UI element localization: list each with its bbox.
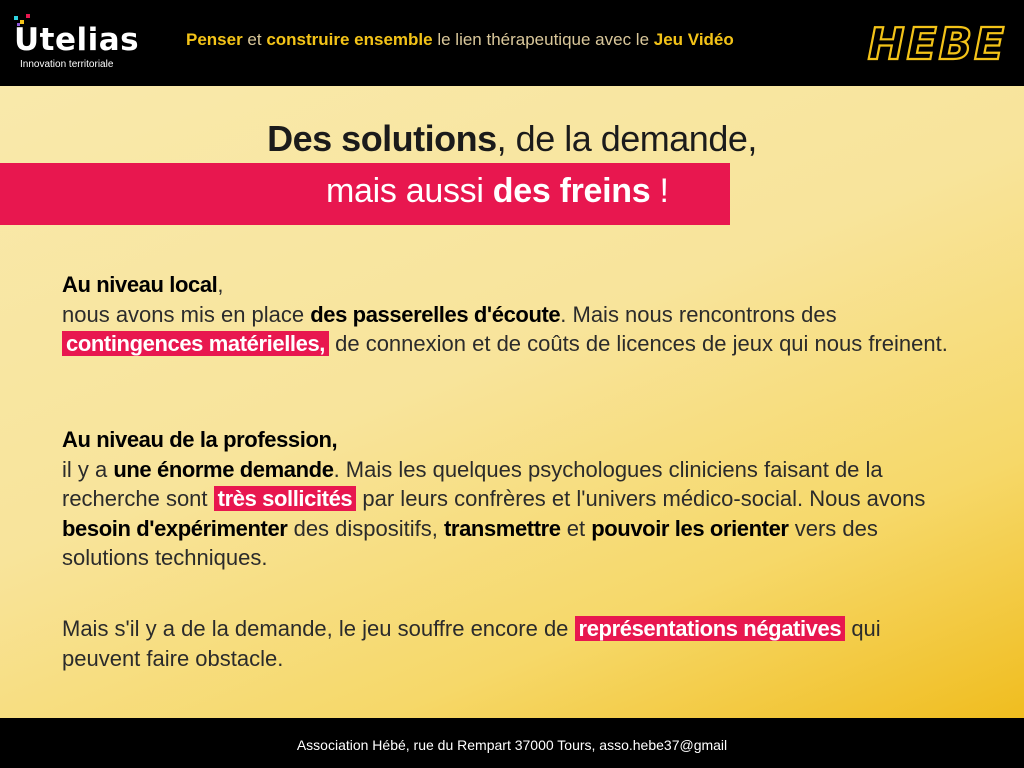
svg-text:HEBE: HEBE: [867, 19, 1007, 70]
highlight-sollicites: très sollicités: [214, 486, 357, 511]
footer-address: Association Hébé, rue du Rempart 37000 Tours, asso.hebe37@gmail: [296, 737, 728, 753]
heading-profession: Au niveau de la profession,: [62, 427, 338, 452]
highlight-contingences: contingences matérielles,: [62, 331, 329, 356]
paragraph-profession: Au niveau de la profession, il y a une énorme demande. Mais les quelques psychologues cliniciens faisant de la recherche sont très sollicités par leurs confrères et l'univers médico-social. Nous avons besoin d'expérimenter des dispositifs, transmettre et pouvoir les orienter vers des solutions techniques.: [62, 427, 926, 570]
header-bar: [0, 0, 1024, 86]
slide-title-line1: Des solutions, de la demande,: [267, 118, 757, 159]
footer-bar: [0, 718, 1024, 768]
slide-title-line2: mais aussi des freins !: [326, 172, 669, 210]
logo-name: Utelias: [14, 22, 140, 58]
paragraph-closing: Mais s'il y a de la demande, le jeu souffre encore de représentations négatives qui peuvent faire obstacle.: [62, 616, 881, 671]
hebe-logo: [864, 18, 1010, 70]
logo-subtitle: Innovation territoriale: [20, 59, 114, 70]
header-tagline: Penser et construire ensemble le lien thérapeutique avec le Jeu Vidéo: [186, 30, 734, 49]
paragraph-local: Au niveau local, nous avons mis en place des passerelles d'écoute. Mais nous rencontrons des contingences matérielles, de connexion et de coûts de licences de jeux qui nous freinent.: [62, 272, 948, 356]
slide-body: [0, 86, 1024, 718]
title-highlight-band: [0, 163, 730, 225]
heading-local: Au niveau local: [62, 272, 218, 297]
highlight-representations: représentations négatives: [575, 616, 846, 641]
utelias-logo: [14, 18, 144, 74]
